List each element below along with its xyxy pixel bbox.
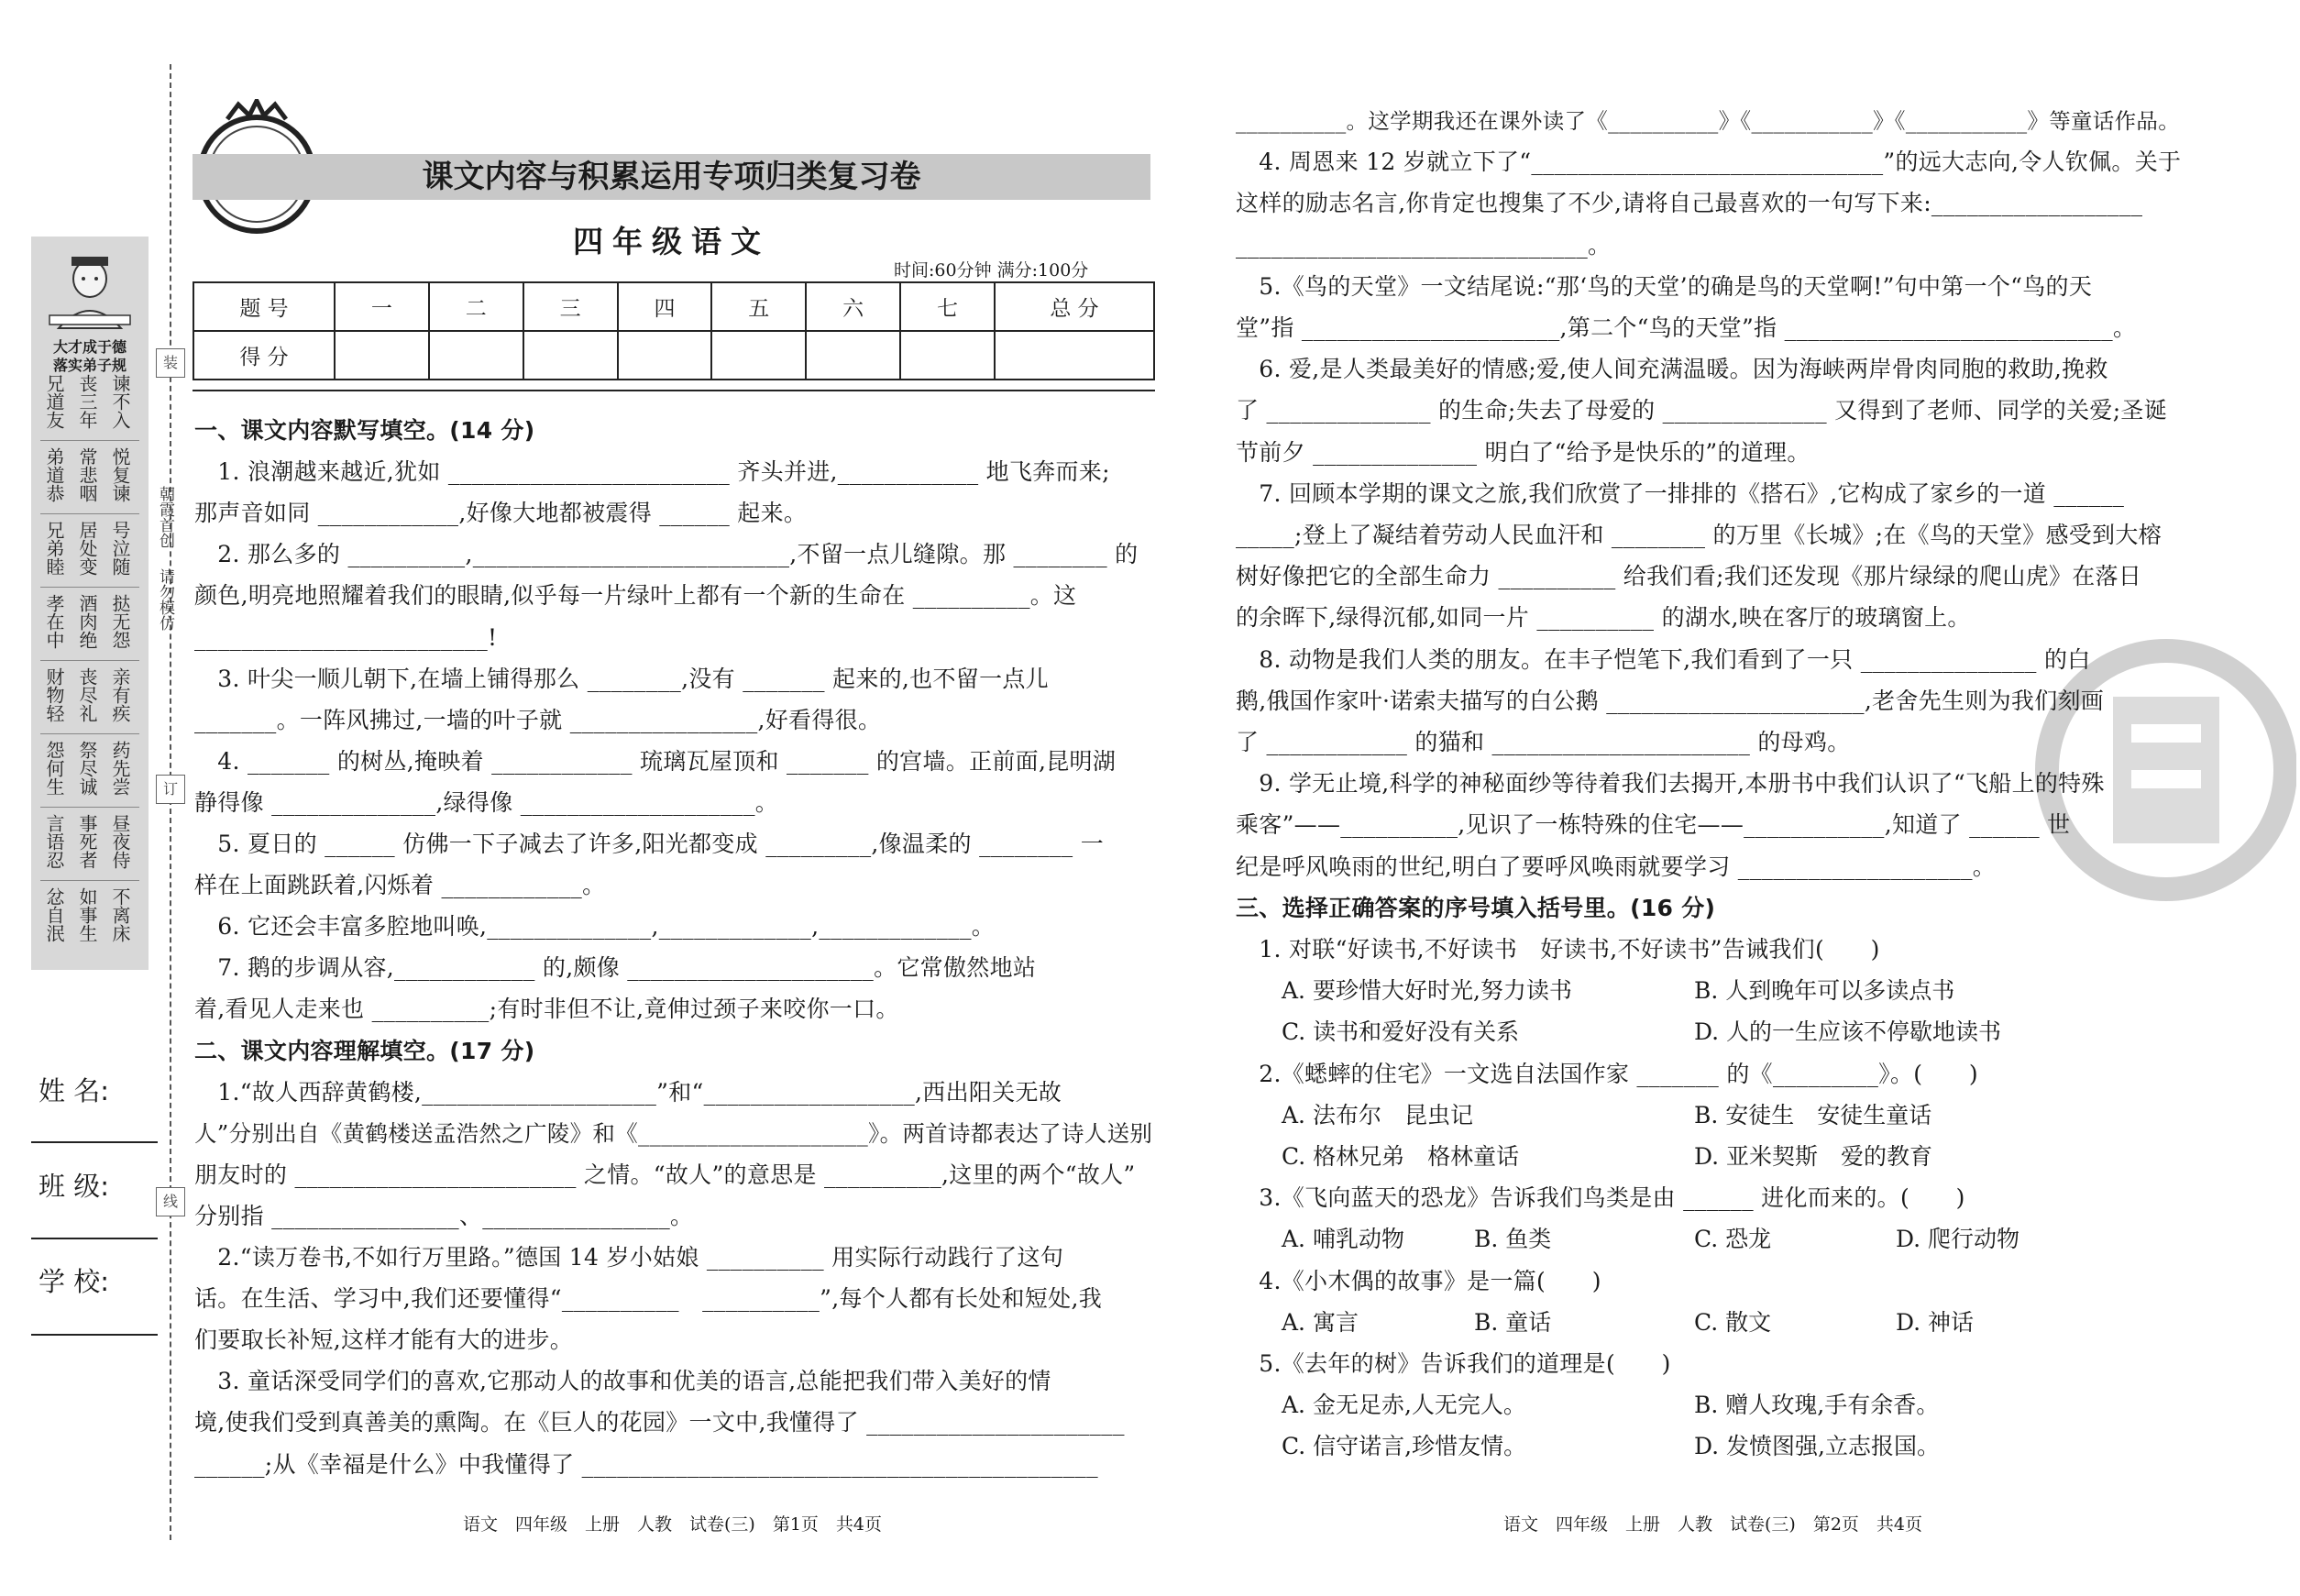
question-line: 6. 爱,是人类最美好的情感;爱,使人间充满温暖。因为海峡两岸骨肉同胞的救助,挽救 xyxy=(1236,356,2108,383)
answer-option: C. 信守诺言,珍惜友情。 xyxy=(1282,1433,1527,1460)
answer-option: A. 法布尔 昆虫记 xyxy=(1282,1101,1473,1128)
score-header-cell: 七 xyxy=(900,282,995,331)
binding-hole-3: 线 xyxy=(156,1187,185,1216)
binding-hole-1: 装 xyxy=(156,348,185,378)
motto-column: 兄道友 xyxy=(43,374,65,429)
motto-panel xyxy=(31,237,149,970)
score-header-cell: 三 xyxy=(523,282,618,331)
question-line: 9. 学无止境,科学的神秘面纱等待着我们去揭开,本册书中我们认识了“飞船上的特殊 xyxy=(1236,770,2105,798)
answer-option: B. 安徒生 安徒生童话 xyxy=(1694,1101,1932,1128)
motto-column: 兄弟睦 xyxy=(43,521,65,576)
motto-separator xyxy=(40,440,139,441)
question-line: 2.“读万卷书,不如行万里路。”德国 14 岁小姑娘 __________ 用实际行动践行了这句 xyxy=(194,1244,1064,1271)
section-heading: 三、选择正确答案的序号填入括号里。(16 分) xyxy=(1236,894,1716,921)
score-cell[interactable] xyxy=(806,331,900,380)
score-cell[interactable] xyxy=(335,331,429,380)
motto-separator xyxy=(40,660,139,661)
motto-column: 事死者 xyxy=(76,814,98,869)
motto-column: 孝在中 xyxy=(43,594,65,649)
motto-column: 谏不入 xyxy=(109,374,131,429)
answer-option: C. 散文 xyxy=(1694,1308,1772,1336)
question-line: 话。在生活、学习中,我们还要懂得“__________ __________”,每个人都有长处和短处,我 xyxy=(194,1285,1103,1313)
answer-option: A. 金无足赤,人无完人。 xyxy=(1282,1392,1526,1419)
answer-option: D. 发愤图强,立志报国。 xyxy=(1694,1433,1940,1460)
question-line: ______________________________。 xyxy=(1236,231,1612,259)
question-line: 4. 周恩来 12 岁就立下了“______________________________”的远大志向,令人钦佩。关于 xyxy=(1236,149,2182,176)
side-note-1: 朝霞首创 xyxy=(156,486,174,548)
motto-column: 怨何生 xyxy=(43,741,65,796)
score-cell[interactable] xyxy=(711,331,806,380)
motto-column: 常悲咽 xyxy=(76,447,98,502)
name-field[interactable] xyxy=(31,1141,158,1143)
question-line: 人”分别出自《黄鹤楼送孟浩然之广陵》和《____________________》。两首诗都表达了诗人送别 xyxy=(194,1119,1153,1147)
question-line: 5.《鸟的天堂》一文结尾说:“那‘鸟的天堂’的确是鸟的天堂啊!”句中第一个“鸟的天 xyxy=(1236,272,2093,300)
motto-separator xyxy=(40,880,139,881)
footer-right: 语文 四年级 上册 人教 试卷(三) 第2页 共4页 xyxy=(1503,1514,1923,1535)
question-line: 8. 动物是我们人类的朋友。在丰子恺笔下,我们看到了一只 _______________ 的白 xyxy=(1236,645,2091,673)
question-line: 静得像 ______________,绿得像 ____________________。 xyxy=(194,788,779,816)
motto-separator xyxy=(40,807,139,808)
score-cell[interactable] xyxy=(429,331,523,380)
answer-option: D. 亚米契斯 爱的教育 xyxy=(1694,1143,1933,1170)
question-line: _______。一阵风拂过,一墙的叶子就 ________________,好看得很。 xyxy=(194,706,882,733)
question-line: 的余晖下,绿得沉郁,如同一片 __________ 的湖水,映在客厅的玻璃窗上。 xyxy=(1236,604,1971,632)
side-note-2: 请勿模仿 xyxy=(156,568,174,631)
score-header-cell: 一 xyxy=(335,282,429,331)
footer-left: 语文 四年级 上册 人教 试卷(三) 第1页 共4页 xyxy=(463,1514,883,1535)
question-line: 样在上面跳跃着,闪烁着 ____________。 xyxy=(194,872,606,899)
scholar-illustration xyxy=(31,244,149,336)
class-field[interactable] xyxy=(31,1238,158,1239)
question-line: 4.《小木偶的故事》是一篇( ) xyxy=(1236,1267,1601,1294)
name-label: 姓 名: xyxy=(39,1075,109,1106)
answer-option: B. 人到晚年可以多读点书 xyxy=(1694,977,1955,1005)
header-rule xyxy=(193,390,1155,391)
motto-column: 言语忍 xyxy=(43,814,65,869)
question-line: 3. 童话深受同学们的喜欢,它那动人的故事和优美的语言,总能把我们带入美好的情 xyxy=(194,1368,1051,1395)
answer-option: D. 神话 xyxy=(1896,1308,1975,1336)
question-line: 2.《蟋蟀的住宅》一文选自法国作家 _______ 的《_________》。( ) xyxy=(1236,1060,1978,1087)
answer-option: A. 寓言 xyxy=(1282,1308,1359,1336)
motto-column: 忿自泯 xyxy=(43,887,65,942)
motto-column: 弟道恭 xyxy=(43,447,65,502)
question-line: 境,使我们受到真善美的熏陶。在《巨人的花园》一文中,我懂得了 ______________________ xyxy=(194,1409,1125,1436)
motto-column: 财物轻 xyxy=(43,667,65,722)
question-line: __________。这学期我还在课外读了《__________》《___________》《___________》等童话作品。 xyxy=(1236,108,2180,134)
binding-hole-2: 订 xyxy=(156,775,185,804)
score-header-cell: 六 xyxy=(806,282,900,331)
score-cell[interactable] xyxy=(995,331,1154,380)
motto-column: 亲有疾 xyxy=(109,667,131,722)
question-line: 1. 对联“好读书,不好读书 好读书,不好读书”告诫我们( ) xyxy=(1236,936,1880,963)
answer-option: C. 恐龙 xyxy=(1694,1226,1772,1253)
score-cell[interactable] xyxy=(523,331,618,380)
motto-column: 药先尝 xyxy=(109,741,131,796)
question-line: 朋友时的 ________________________ 之情。“故人”的意思是 __________,这里的两个“故人” xyxy=(194,1161,1136,1188)
answer-option: B. 赠人玫瑰,手有余香。 xyxy=(1694,1392,1940,1419)
motto-column: 挞无怨 xyxy=(109,594,131,649)
score-cell[interactable] xyxy=(900,331,995,380)
question-line: _____;登上了凝结着劳动人民血汗和 ________ 的万里《长城》;在《鸟的天堂》感受到大榕 xyxy=(1236,522,2162,548)
answer-option: A. 哺乳动物 xyxy=(1282,1226,1404,1253)
motto-column: 如事生 xyxy=(76,887,98,942)
score-cell[interactable] xyxy=(618,331,712,380)
motto-separator xyxy=(40,513,139,514)
page-subtitle: 四年级语文 xyxy=(573,224,770,259)
question-line: 2. 那么多的 __________,___________________________,不留一点儿缝隙。那 ________ 的 xyxy=(194,541,1139,568)
motto-column: 不离床 xyxy=(109,887,131,942)
school-field[interactable] xyxy=(31,1334,158,1336)
question-line: 乘客”——__________,见识了一栋特殊的住宅——____________,知道了 ______ 世 xyxy=(1236,811,2071,839)
question-line: 分别指 ________________、________________。 xyxy=(194,1202,694,1229)
answer-option: C. 读书和爱好没有关系 xyxy=(1282,1018,1520,1046)
answer-option: D. 人的一生应该不停歇地读书 xyxy=(1694,1018,2002,1046)
question-line: 着,看见人走来也 __________;有时非但不让,竟伸过颈子来咬你一口。 xyxy=(194,996,899,1023)
question-line: 3. 叶尖一顺儿朝下,在墙上铺得那么 ________,没有 _______ 起来的,也不留一点儿 xyxy=(194,665,1049,692)
class-label: 班 级: xyxy=(39,1171,109,1202)
answer-option: A. 要珍惜大好时光,努力读书 xyxy=(1282,977,1572,1005)
motto-separator xyxy=(40,587,139,588)
motto-column: 居处变 xyxy=(76,521,98,576)
question-line: 树好像把它的全部生命力 __________ 给我们看;我们还发现《那片绿绿的爬山虎》在落日 xyxy=(1236,563,2142,590)
question-line: 节前夕 ______________ 明白了“给予是快乐的”的道理。 xyxy=(1236,438,1810,466)
question-line: ______;从《幸福是什么》中我懂得了 ____________________________________________ xyxy=(194,1450,1098,1478)
answer-option: B. 童话 xyxy=(1474,1308,1552,1336)
question-line: 1. 浪潮越来越近,犹如 ________________________ 齐头并进,____________ 地飞奔而来; xyxy=(194,458,1110,486)
answer-option: B. 鱼类 xyxy=(1474,1226,1552,1253)
question-line: 1.“故人西辞黄鹤楼,____________________”和“__________________,西出阳关无故 xyxy=(194,1078,1062,1106)
question-line: _________________________! xyxy=(194,623,498,651)
score-header-cell: 总 分 xyxy=(995,282,1154,331)
question-line: 3.《飞向蓝天的恐龙》告诉我们鸟类是由 ______ 进化而来的。( ) xyxy=(1236,1184,1965,1212)
time-info: 时间:60分钟 满分:100分 xyxy=(894,260,1089,281)
score-header-cell: 二 xyxy=(429,282,523,331)
motto-column: 丧尽礼 xyxy=(76,667,98,722)
score-table xyxy=(193,281,1155,380)
question-line: 4. _______ 的树丛,掩映着 ____________ 琉璃瓦屋顶和 _______ 的宫墙。正前面,昆明湖 xyxy=(194,747,1117,775)
motto-separator xyxy=(40,733,139,734)
motto-column: 昼夜侍 xyxy=(109,814,131,869)
question-line: 们要取长补短,这样才能有大的进步。 xyxy=(194,1326,574,1354)
score-header-cell: 五 xyxy=(711,282,806,331)
motto-column: 丧三年 xyxy=(76,374,98,429)
answer-option: C. 格林兄弟 格林童话 xyxy=(1282,1143,1520,1170)
score-header-cell: 题 号 xyxy=(193,282,335,331)
question-line: 7. 回顾本学期的课文之旅,我们欣赏了一排排的《搭石》,它构成了家乡的一道 ______ xyxy=(1236,479,2125,507)
section-heading: 二、课文内容理解填空。(17 分) xyxy=(194,1037,535,1064)
question-line: 堂”指 ______________________,第二个“鸟的天堂”指 ____________________________。 xyxy=(1236,314,2137,341)
answer-option: D. 爬行动物 xyxy=(1896,1226,2020,1253)
question-line: 了 ______________ 的生命;失去了母爱的 ______________ 又得到了老师、同学的关爱;圣诞 xyxy=(1236,397,2168,424)
page-title: 课文内容与积累运用专项归类复习卷 xyxy=(422,159,921,195)
question-line: 5.《去年的树》告诉我们的道理是( ) xyxy=(1236,1350,1671,1377)
motto-column: 酒肉绝 xyxy=(76,594,98,649)
motto-column: 祭尽诚 xyxy=(76,741,98,796)
question-line: 7. 鹅的步调从容,____________ 的,颇像 _____________________。它常傲然地站 xyxy=(194,954,1037,982)
school-label: 学 校: xyxy=(39,1266,109,1297)
score-header-cell: 四 xyxy=(618,282,712,331)
question-line: 鹅,俄国作家叶·诺索夫描写的白公鹅 ______________________,老舍先生则为我们刻画 xyxy=(1236,687,2105,714)
section-heading: 一、课文内容默写填空。(14 分) xyxy=(194,417,535,444)
motto-header-2: 落实弟子规 xyxy=(52,357,127,374)
question-line: 那声音如同 ____________,好像大地都被震得 ______ 起来。 xyxy=(194,500,808,527)
motto-header-1: 大才成于德 xyxy=(52,338,127,356)
question-line: 纪是呼风唤雨的世纪,明白了要呼风唤雨就要学习 ____________________。 xyxy=(1236,853,1997,880)
motto-column: 悦复谏 xyxy=(109,447,131,502)
question-line: 6. 它还会丰富多腔地叫唤,______________,_____________,_____________。 xyxy=(194,913,996,941)
question-line: 这样的励志名言,你肯定也搜集了不少,请将自己最喜欢的一句写下来:__________________ xyxy=(1236,190,2143,217)
motto-column: 号泣随 xyxy=(109,521,131,576)
question-line: 颜色,明亮地照耀着我们的眼睛,似乎每一片绿叶上都有一个新的生命在 __________。这 xyxy=(194,582,1077,610)
question-line: 了 ____________ 的猫和 ______________________ 的母鸡。 xyxy=(1236,729,1851,755)
score-row-label: 得 分 xyxy=(193,331,335,380)
question-line: 5. 夏日的 ______ 仿佛一下子减去了许多,阳光都变成 _________,像温柔的 ________ 一 xyxy=(194,831,1105,857)
